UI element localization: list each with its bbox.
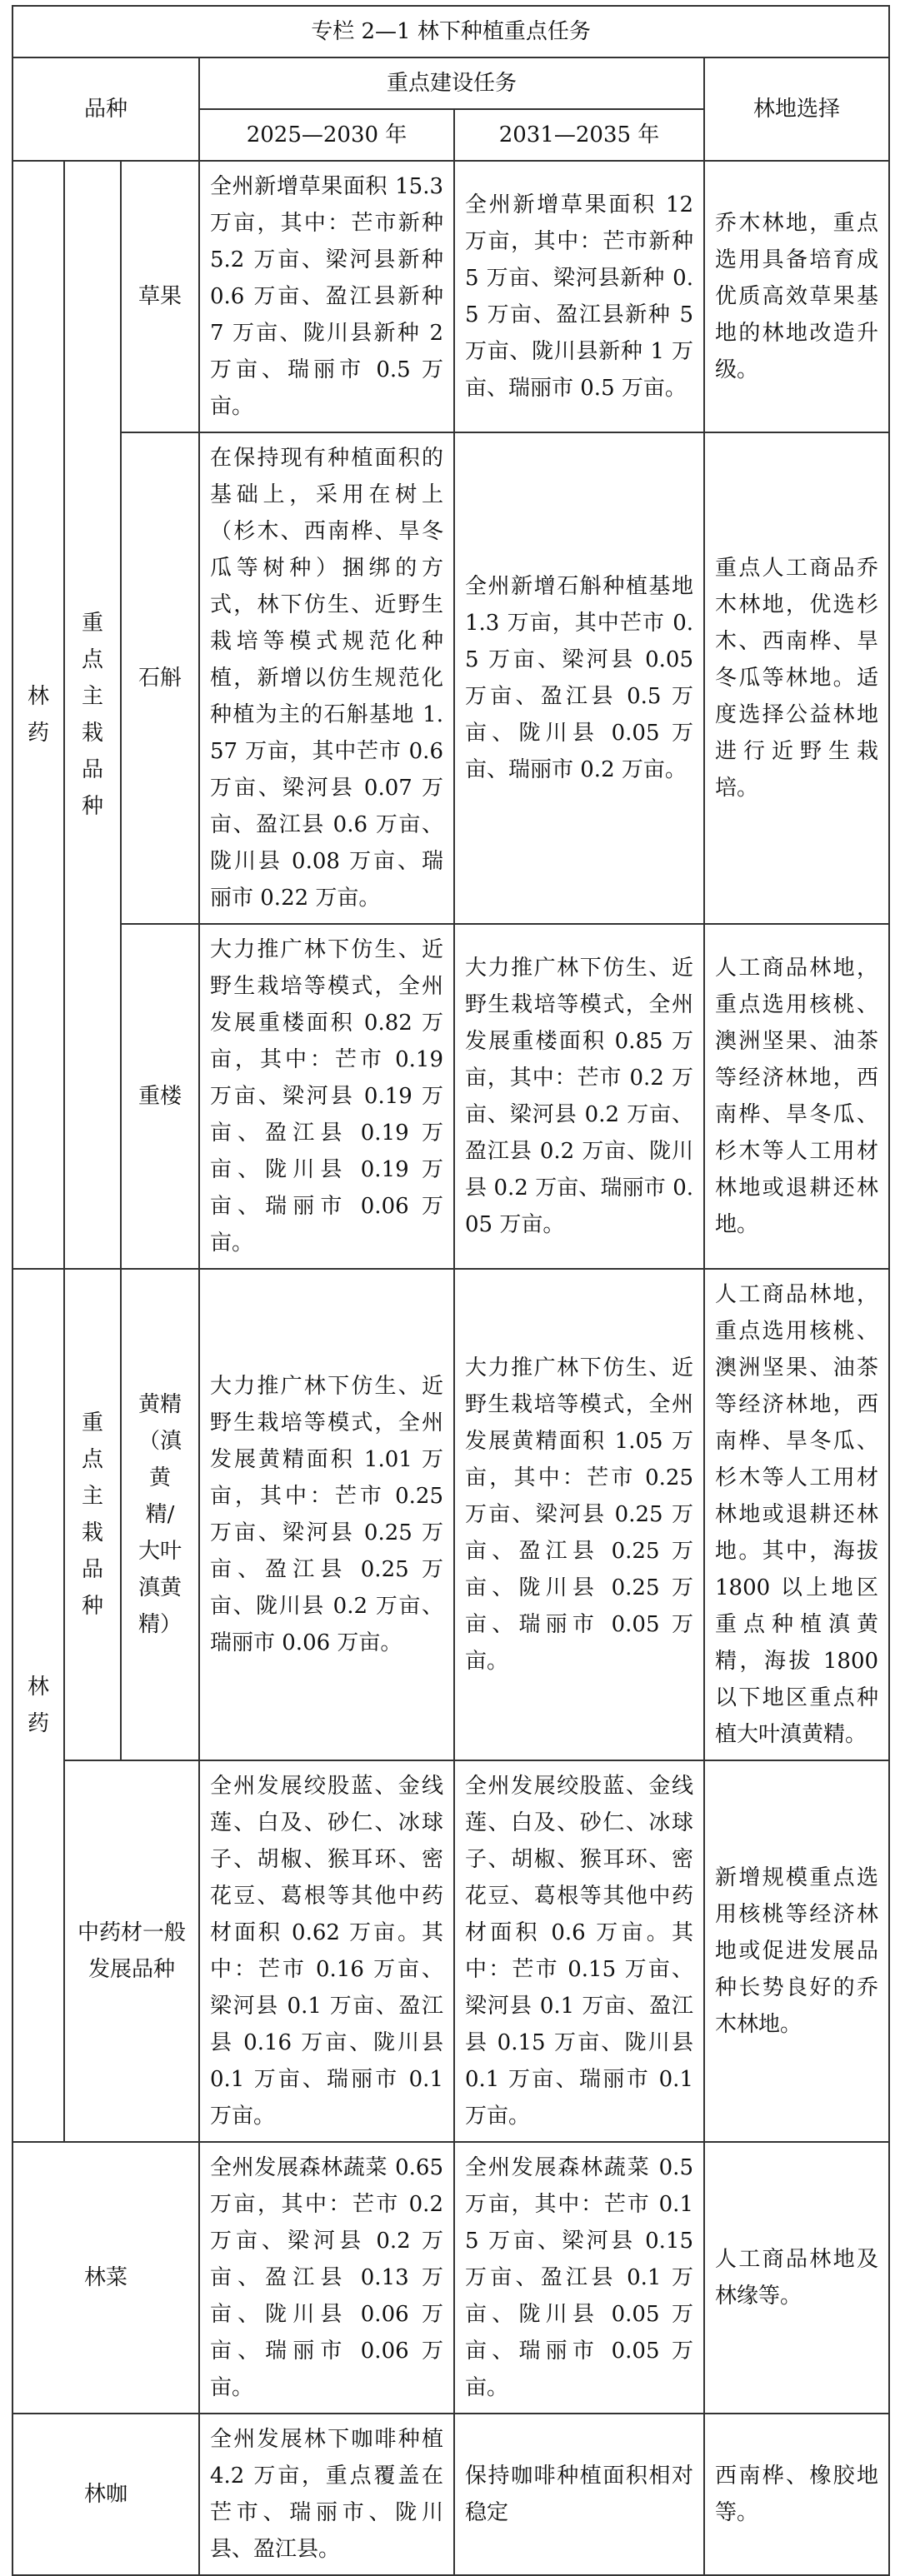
chonglou-2025-2030: 大力推广林下仿生、近野生栽培等模式，全州发展重楼面积 0.82 万亩，其中：芒市 0.19 万亩、梁河县 0.19 万亩、盈江县 0.19 万亩、陇川县 0.19 万亩、瑞丽市 0.06 万亩。 (199, 924, 454, 1269)
linka-2025-2030: 全州发展林下咖啡种植 4.2 万亩，重点覆盖在芒市、瑞丽市、陇川县、盈江县。 (199, 2414, 454, 2575)
species-caoguo: 草果 (121, 161, 199, 432)
header-period-2025-2030: 2025—2030 年 (199, 109, 454, 161)
lincai-2025-2030: 全州发展森林蔬菜 0.65 万亩，其中：芒市 0.2 万亩、梁河县 0.2 万亩、盈江县 0.13 万亩、陇川县 0.06 万亩、瑞丽市 0.06 万亩。 (199, 2142, 454, 2414)
species-general-medicinal: 中药材一般发展品种 (64, 1760, 199, 2142)
species-shihu: 石斛 (121, 432, 199, 924)
huangjing-2031-2035: 大力推广林下仿生、近野生栽培等模式，全州发展黄精面积 1.05 万亩，其中：芒市 0.25 万亩、梁河县 0.25 万亩、盈江县 0.25 万亩、陇川县 0.25 万亩、瑞丽市 0.05 万亩。 (454, 1269, 704, 1760)
shihu-2025-2030: 在保持现有种植面积的基础上，采用在树上（杉木、西南桦、旱冬瓜等树种）捆绑的方式，林下仿生、近野生栽培等模式规范化种植，新增以仿生规范化种植为主的石斛基地 1.57 万亩，其中芒市 0.6 万亩、梁河县 0.07 万亩、盈江县 0.6 万亩、陇川县 0.08 万亩、瑞丽市 0.22 万亩。 (199, 432, 454, 924)
category-lin-cai: 林菜 (12, 2142, 199, 2414)
chonglou-2031-2035: 大力推广林下仿生、近野生栽培等模式，全州发展重楼面积 0.85 万亩，其中：芒市 0.2 万亩、梁河县 0.2 万亩、盈江县 0.2 万亩、陇川县 0.2 万亩、瑞丽市 0.05 万亩。 (454, 924, 704, 1269)
subcategory-main-species-1: 重点主栽品种 (64, 161, 121, 1269)
caoguo-2031-2035: 全州新增草果面积 12 万亩，其中：芒市新种 5 万亩、梁河县新种 0.5 万亩、盈江县新种 5 万亩、陇川县新种 1 万亩、瑞丽市 0.5 万亩。 (454, 161, 704, 432)
category-lin-yao-2: 林药 (12, 1269, 64, 2142)
header-tasks: 重点建设任务 (199, 57, 704, 109)
category-lin-ka: 林咖 (12, 2414, 199, 2575)
general-medicinal-2031-2035: 全州发展绞股蓝、金线莲、白及、砂仁、冰球子、胡椒、猴耳环、密花豆、葛根等其他中药材面积 0.6 万亩。其中：芒市 0.15 万亩、梁河县 0.1 万亩、盈江县 0.15 万亩、陇川县 0.1 万亩、瑞丽市 0.1 万亩。 (454, 1760, 704, 2142)
table-title: 专栏 2—1 林下种植重点任务 (12, 6, 889, 57)
huangjing-2025-2030: 大力推广林下仿生、近野生栽培等模式，全州发展黄精面积 1.01 万亩，其中：芒市 0.25 万亩、梁河县 0.25 万亩、盈江县 0.25 万亩、陇川县 0.2 万亩、瑞丽市 0.06 万亩。 (199, 1269, 454, 1760)
header-variety: 品种 (12, 57, 199, 161)
species-chonglou: 重楼 (121, 924, 199, 1269)
species-huangjing: 黄精（滇黄精/大叶滇黄精） (121, 1269, 199, 1760)
header-land: 林地选择 (704, 57, 889, 161)
subcategory-main-species-2: 重点主栽品种 (64, 1269, 121, 1760)
linka-2031-2035: 保持咖啡种植面积相对稳定 (454, 2414, 704, 2575)
chonglou-land: 人工商品林地，重点选用核桃、澳洲坚果、油茶等经济林地，西南桦、旱冬瓜、杉木等人工用材林地或退耕还林地。 (704, 924, 889, 1269)
shihu-land: 重点人工商品乔木林地，优选杉木、西南桦、旱冬瓜等林地。适度选择公益林地进行近野生栽培。 (704, 432, 889, 924)
general-medicinal-land: 新增规模重点选用核桃等经济林地或促进发展品种长势良好的乔木林地。 (704, 1760, 889, 2142)
lincai-2031-2035: 全州发展森林蔬菜 0.5 万亩，其中：芒市 0.15 万亩、梁河县 0.15 万亩、盈江县 0.1 万亩、陇川县 0.05 万亩、瑞丽市 0.05 万亩。 (454, 2142, 704, 2414)
caoguo-land: 乔木林地，重点选用具备培育成优质高效草果基地的林地改造升级。 (704, 161, 889, 432)
caoguo-2025-2030: 全州新增草果面积 15.3 万亩，其中：芒市新种 5.2 万亩、梁河县新种 0.6 万亩、盈江县新种 7 万亩、陇川县新种 2 万亩、瑞丽市 0.5 万亩。 (199, 161, 454, 432)
shihu-2031-2035: 全州新增石斛种植基地 1.3 万亩，其中芒市 0.5 万亩、梁河县 0.05 万亩、盈江县 0.5 万亩、陇川县 0.05 万亩、瑞丽市 0.2 万亩。 (454, 432, 704, 924)
linka-land: 西南桦、橡胶地等。 (704, 2414, 889, 2575)
task-table (12, 5, 890, 2576)
general-medicinal-2025-2030: 全州发展绞股蓝、金线莲、白及、砂仁、冰球子、胡椒、猴耳环、密花豆、葛根等其他中药材面积 0.62 万亩。其中：芒市 0.16 万亩、梁河县 0.1 万亩、盈江县 0.16 万亩、陇川县 0.1 万亩、瑞丽市 0.1 万亩。 (199, 1760, 454, 2142)
huangjing-land: 人工商品林地，重点选用核桃、澳洲坚果、油茶等经济林地，西南桦、旱冬瓜、杉木等人工用材林地或退耕还林地。其中，海拔 1800 以上地区重点种植滇黄精，海拔 1800 以下地区重点种植大叶滇黄精。 (704, 1269, 889, 1760)
category-lin-yao-1: 林药 (12, 161, 64, 1269)
lincai-land: 人工商品林地及林缘等。 (704, 2142, 889, 2414)
header-period-2031-2035: 2031—2035 年 (454, 109, 704, 161)
